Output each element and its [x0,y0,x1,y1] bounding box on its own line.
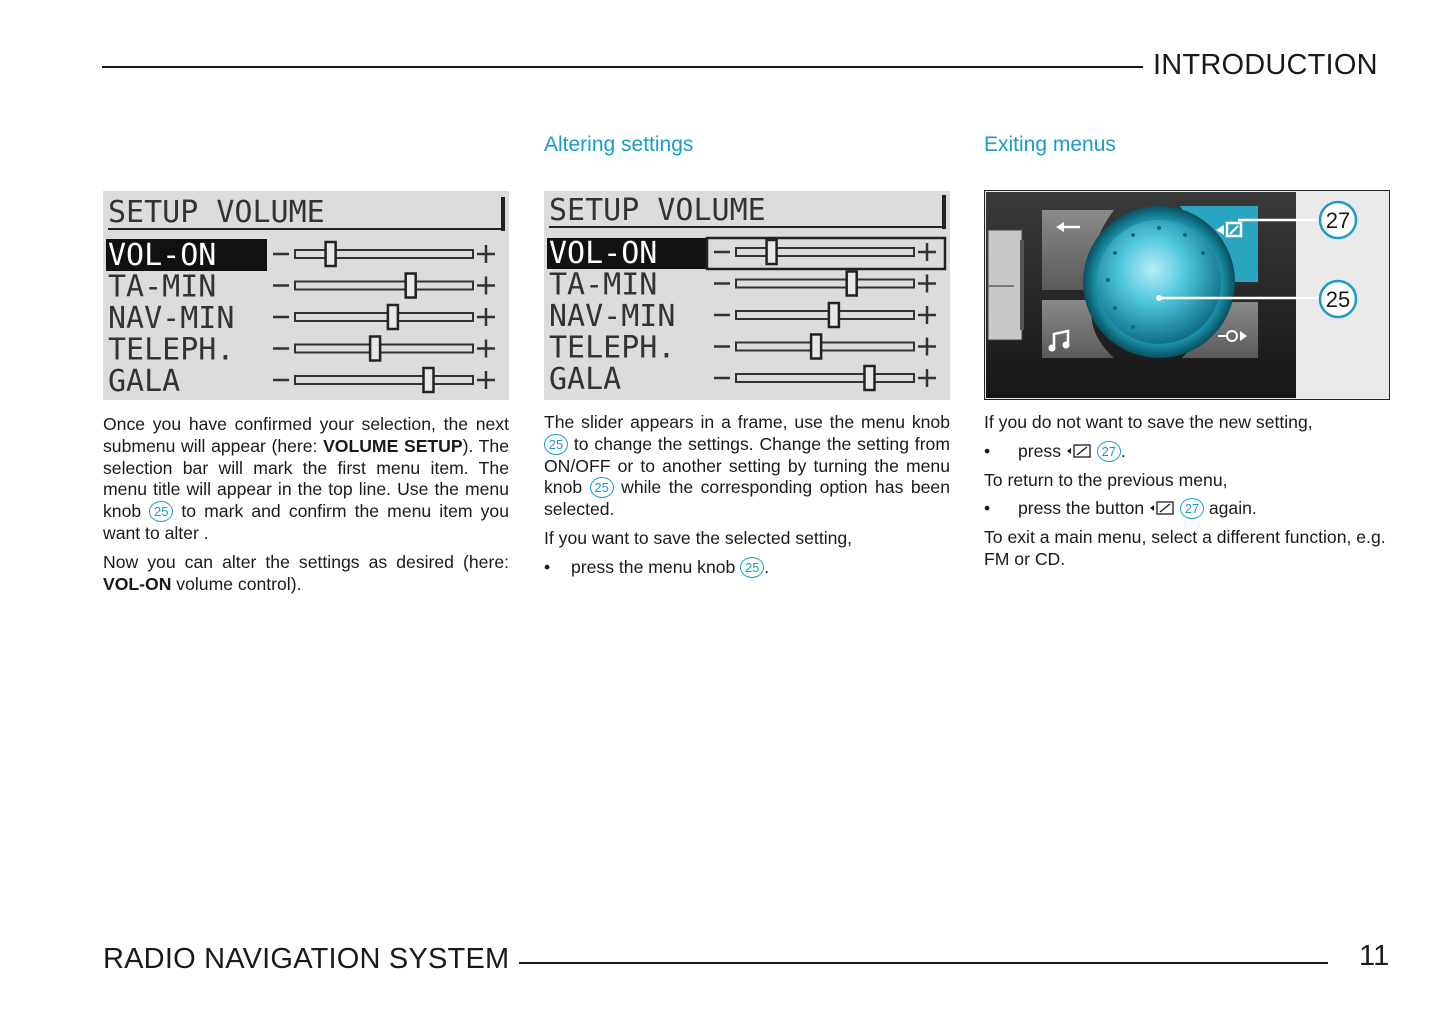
lcd-display-1-graphic [103,191,509,400]
lcd-display-2-graphic [544,191,950,400]
menu-item-gala[interactable]: GALA [108,364,181,399]
lcd-display-altering [544,191,950,400]
slider-track [295,345,473,353]
bullet-press-menu-knob: • press the menu knob 25 . [544,556,770,577]
bullet-dot: • [984,440,991,461]
slider-handle[interactable] [370,337,380,361]
column-2-text [544,412,950,586]
paragraph-not-save: If you do not want to save the new setting, [984,412,1313,432]
ref-27-exit-button: 27 [1097,441,1121,462]
control-unit-graphic [984,190,1390,400]
bullet-dot: • [544,556,551,577]
menu-item-tamin[interactable]: TA-MIN [549,267,658,303]
menu-knob[interactable] [1097,220,1221,344]
slider-track [295,282,473,290]
slider-handle[interactable] [767,240,777,264]
slider-track [736,343,914,351]
menu-item-tamin[interactable]: TA-MIN [108,269,217,305]
slider-handle[interactable] [326,242,336,266]
bullet-dot: • [984,498,991,519]
paragraph-slider-frame: The slider appears in a frame, use the menu knob 25 to change the settings. Change the setting from ON/OFF or to another setting by turning the menu knob 25 while the corresponding option has been selected. [544,412,950,520]
ref-27-exit-button: 27 [1180,498,1204,519]
manual-title: RADIO NAVIGATION SYSTEM [103,943,510,975]
exit-button-symbol-icon [1066,443,1092,459]
slider-handle[interactable] [847,272,857,296]
slider-track [295,313,473,321]
menu-item-teleph[interactable]: TELEPH. [549,330,676,366]
ref-25-menu-knob: 25 [544,434,568,455]
menu-item-navmin[interactable]: NAV-MIN [549,299,676,334]
altering-settings-heading: Altering settings [544,133,694,156]
slider-track [736,311,914,319]
paragraph-alter-settings: Now you can alter the settings as desired (here: VOL-ON volume control). [103,551,509,594]
lcd-title: SETUP VOLUME [549,193,766,228]
slider-handle[interactable] [406,274,416,298]
bullet-press-exit: • press 27 . [984,440,1126,461]
column-1-text [103,414,509,602]
menu-item-volon[interactable]: VOL-ON [108,238,217,273]
exit-button-symbol-icon [1149,500,1175,516]
slider-track [295,376,473,384]
ref-25-menu-knob: 25 [590,477,614,498]
ref-25-menu-knob: 25 [740,557,764,578]
callout-25-label: 25 [1325,287,1351,312]
slider-handle[interactable] [388,305,398,329]
footer-rule [519,962,1328,964]
ref-25-menu-knob: 25 [149,501,173,522]
callout-27-label: 27 [1325,208,1351,233]
menu-item-teleph[interactable]: TELEPH. [108,332,235,368]
slider-track [736,280,914,288]
slider-track [736,374,914,382]
lcd-display-setup-volume [103,191,509,400]
page-number: 11 [1359,940,1390,972]
menu-item-gala[interactable]: GALA [549,362,622,397]
menu-item-volon[interactable]: VOL-ON [549,236,658,271]
paragraph-return-previous: To return to the previous menu, [984,469,1228,490]
lcd-title: SETUP VOLUME [108,195,325,230]
bullet-press-button-again: • press the button 27 again. [984,498,1257,519]
paragraph-confirmed-selection: Once you have confirmed your selection, the next submenu will appear (here: VOLUME SETUP). The selection bar will mark the first menu item. The menu title will appear in the top line. Use the menu knob 25 to mark and confirm the menu item you want to alter . [103,414,509,543]
paragraph-exit-main-menu: To exit a main menu, select a different function, e.g. FM or CD. [984,527,1386,569]
control-unit-photo [984,190,1390,400]
menu-item-navmin[interactable]: NAV-MIN [108,301,235,336]
section-title: INTRODUCTION [1153,49,1378,81]
slider-handle[interactable] [865,366,875,390]
slider-track [295,250,473,258]
slider-handle[interactable] [424,368,434,392]
slider-frame [707,238,945,269]
slider-handle[interactable] [829,303,839,327]
paragraph-save-setting: If you want to save the selected setting, [544,527,853,548]
slider-track [736,248,914,256]
column-3-text [984,412,1394,578]
exiting-menus-heading: Exiting menus [984,133,1116,156]
slider-handle[interactable] [811,335,821,359]
header-rule [102,66,1143,68]
